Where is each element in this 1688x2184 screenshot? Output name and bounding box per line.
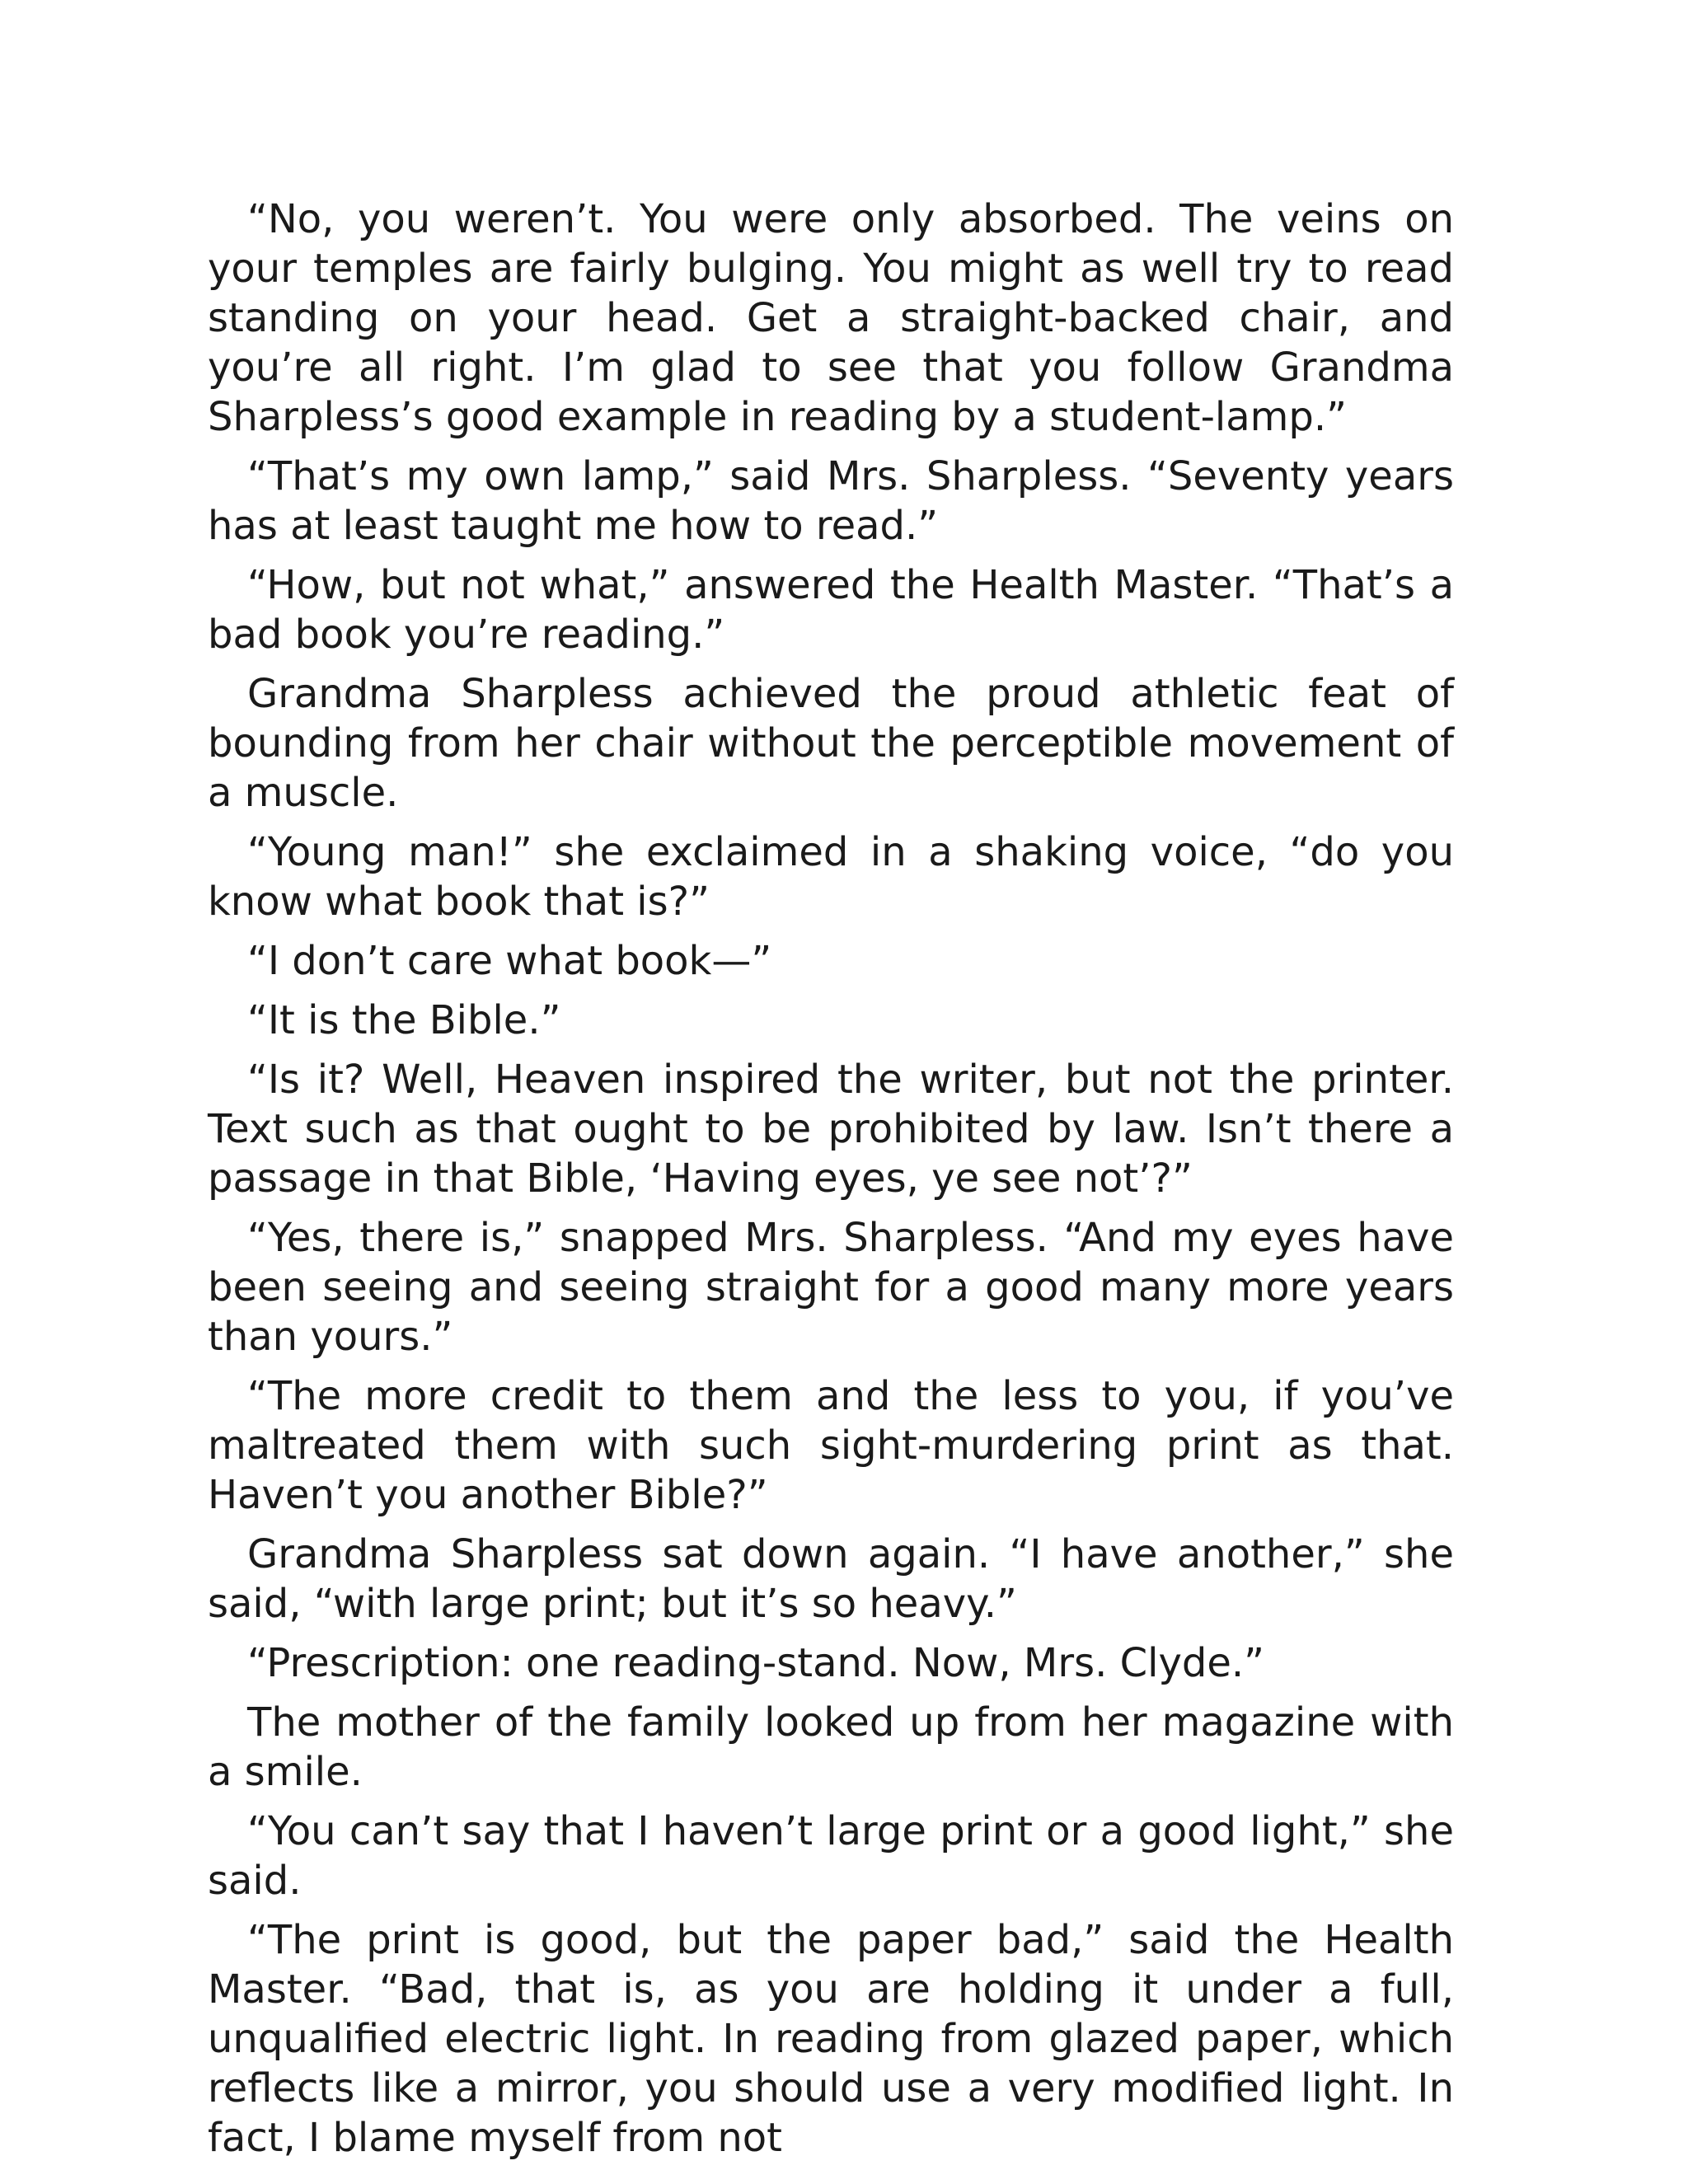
paragraph: “That’s my own lamp,” said Mrs. Sharpless. “Seventy years has at least taught me how to read.” — [208, 453, 1454, 549]
paragraph: “Prescription: one reading-stand. Now, Mrs. Clyde.” — [247, 1640, 1264, 1686]
page-body — [208, 194, 1454, 2172]
paragraph: “It is the Bible.” — [247, 997, 561, 1043]
paragraph: Grandma Sharpless sat down again. “I have another,” she said, “with large print; but it’s so heavy.” — [208, 1531, 1454, 1627]
paragraph: “Is it? Well, Heaven inspired the writer, but not the printer. Text such as that ought to be prohibited by law. Isn’t there a passage in that Bible, ‘Having eyes, ye see not’?” — [208, 1057, 1454, 1202]
paragraph: “Yes, there is,” snapped Mrs. Sharpless. “And my eyes have been seeing and seeing straight for a good many more years than yours.” — [208, 1215, 1454, 1360]
paragraph: The mother of the family looked up from her magazine with a smile. — [208, 1699, 1454, 1795]
paragraph: “You can’t say that I haven’t large print or a good light,” she said. — [208, 1808, 1454, 1904]
paragraph: “How, but not what,” answered the Health Master. “That’s a bad book you’re reading.” — [208, 562, 1454, 658]
paragraph: “I don’t care what book—” — [247, 938, 772, 984]
paragraph: “No, you weren’t. You were only absorbed. The veins on your temples are fairly bulging. You might as well try to read standing on your head. Get a straight-backed chair, and you’re all right. I’m glad to see that you follow Grandma Sharpless’s good example in reading by a student-lamp.” — [208, 196, 1454, 440]
paragraph: Grandma Sharpless achieved the proud athletic feat of bounding from her chair without the perceptible movement of a muscle. — [208, 671, 1454, 816]
paragraph: “The print is good, but the paper bad,” said the Health Master. “Bad, that is, as you are holding it under a full, unqualified electric light. In reading from glazed paper, which reflects like a mirror, you should use a very modified light. In fact, I blame myself from not — [208, 1917, 1454, 2161]
paragraph: “The more credit to them and the less to you, if you’ve maltreated them with such sight-murdering print as that. Haven’t you another Bible?” — [208, 1373, 1454, 1518]
paragraph: “Young man!” she exclaimed in a shaking voice, “do you know what book that is?” — [208, 829, 1454, 925]
